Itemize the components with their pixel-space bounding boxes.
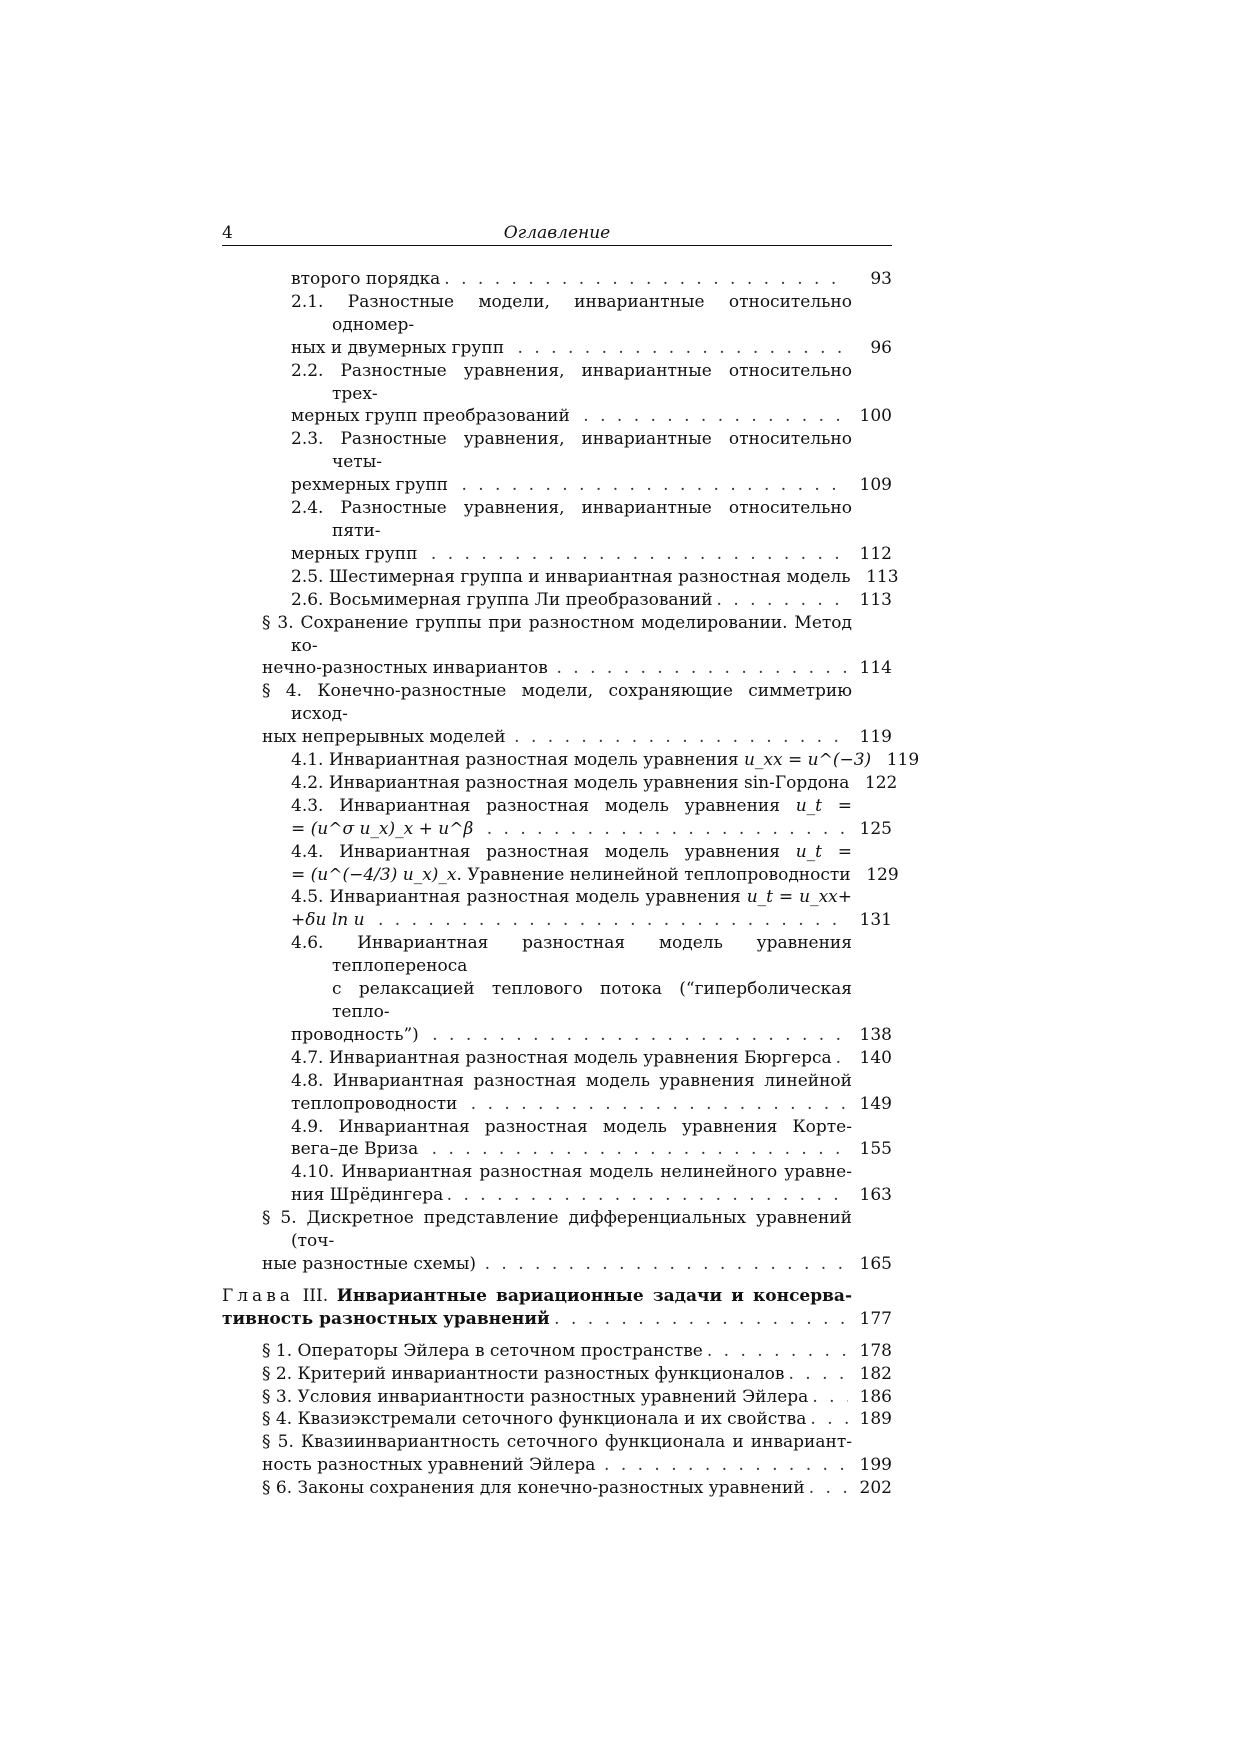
page-ref: 113 [859,589,892,610]
chapter-title: Инвариантные вариационные задачи и консерва- [336,1285,853,1306]
toc-entry[interactable]: 2.2. Разностные уравнения, инвариантные относительно трех- мерных групп преобразований . . . 100 [222,360,892,429]
page-ref: 93 [870,269,892,289]
toc-section-entry[interactable]: § 1. Операторы Эйлера в сеточном пространстве . . . 178 [222,1340,892,1363]
page-number: 4 [222,223,233,243]
toc-entry[interactable]: 2.5. Шестимерная группа и инвариантная разностная модель 113 [291,566,899,587]
page-ref: 114 [859,658,892,679]
toc-entry[interactable]: 4.9. Инвариантная разностная модель уравнения Корте- вега–де Вриза . . . 155 [222,1116,892,1162]
page-ref: 199 [859,1455,892,1476]
formula: = (u^(−4/3) u_x)_x [291,864,457,885]
page-header [222,223,892,246]
formula: u_t = u_xx+ [746,887,852,908]
toc-entry[interactable]: 4.5. Инвариантная разностная модель уравнения u_t = u_xx+ +δu ln u . . . 131 [222,886,892,932]
toc-section-entry[interactable]: § 3. Условия инвариантности разностных уравнений Эйлера . . . 186 [222,1386,892,1409]
toc-entry[interactable]: 2.6. Восьмимерная группа Ли преобразований . . . 113 [222,589,892,612]
page-ref: 178 [859,1340,892,1361]
page-ref: 149 [859,1093,892,1114]
toc-entry[interactable]: 4.1. Инвариантная разностная модель уравнения u_xx = u^(−3) 119 [291,750,920,771]
page-ref: 129 [866,864,899,885]
toc-entry[interactable]: 2.4. Разностные уравнения, инвариантные относительно пяти- мерных групп . . . 112 [222,497,892,566]
formula: u_xx = u^(−3) [743,750,872,771]
toc-entry[interactable]: 4.10. Инвариантная разностная модель нелинейного уравне- ния Шрёдингера . . . 163 [222,1161,892,1207]
page-ref: 131 [859,910,892,931]
toc-section-entry[interactable]: § 4. Конечно-разностные модели, сохраняющие симметрию исход- ных непрерывных моделей . . . 119 [222,680,892,749]
toc-entry[interactable]: 2.3. Разностные уравнения, инвариантные относительно четы- рехмерных групп . . . 109 [222,428,892,497]
chapter-prefix: Глава [222,1285,294,1306]
chapter-numeral: III. [302,1285,329,1306]
page-ref: 186 [859,1386,892,1407]
page-ref: 125 [859,818,892,839]
page-ref: 109 [859,475,892,496]
page-ref: 119 [886,750,920,771]
page-ref: 182 [859,1363,892,1384]
toc-entry[interactable]: второго порядка . . . 93 [222,268,892,291]
page-ref: 165 [859,1253,892,1274]
page-ref: 119 [859,727,892,748]
page-ref: 163 [859,1185,892,1206]
page-ref: 177 [859,1308,892,1329]
page-ref: 202 [859,1478,892,1499]
toc-entry[interactable]: 4.3. Инвариантная разностная модель уравнения u_t = = (u^σ u_x)_x + u^β . . . 125 [222,795,892,841]
running-title: Оглавление [503,223,611,243]
toc-section-entry[interactable]: § 2. Критерий инвариантности разностных функционалов . . . 182 [222,1363,892,1386]
toc-section-entry[interactable]: § 6. Законы сохранения для конечно-разностных уравнений . . . 202 [222,1477,892,1500]
page-ref: 113 [866,566,899,587]
toc-section-entry[interactable]: § 4. Квазиэкстремали сеточного функционала и их свойства . . . 189 [222,1408,892,1431]
toc-chapter-entry[interactable] [222,1285,892,1331]
toc-entry[interactable]: 4.7. Инвариантная разностная модель уравнения Бюргерса . . . 140 [222,1047,892,1070]
page-ref: 96 [870,337,892,358]
formula: = (u^σ u_x)_x + u^β [291,818,474,839]
page-ref: 140 [859,1047,892,1068]
page-ref: 122 [864,772,898,793]
formula: u_t = [795,795,853,816]
toc-section-entry[interactable]: § 5. Дискретное представление дифференциальных уравнений (точ- ные разностные схемы) . . . 165 [222,1207,892,1276]
toc-section-entry[interactable]: § 3. Сохранение группы при разностном моделировании. Метод ко- нечно-разностных инвариантов . . . 114 [222,612,892,681]
chapter-title-cont: тивность разностных уравнений [222,1308,550,1329]
toc-entry[interactable]: 4.8. Инвариантная разностная модель уравнения линейной теплопроводности . . . 149 [222,1070,892,1116]
toc-entry[interactable]: 4.6. Инвариантная разностная модель уравнения теплопереноса с релаксацией теплового потока (“гиперболическая тепло- проводность”) . . . 138 [222,932,892,1047]
formula: u_t = [795,841,853,862]
toc-entry[interactable]: 2.1. Разностные модели, инвариантные относительно одномер- ных и двумерных групп . . . 96 [222,291,892,360]
formula: +δu ln u [291,910,365,931]
page-ref: 112 [859,543,892,564]
page-ref: 138 [859,1024,892,1045]
page-ref: 100 [859,406,892,427]
table-of-contents [222,268,920,1500]
toc-section-entry[interactable]: § 5. Квазиинвариантность сеточного функционала и инвариант- ность разностных уравнений Эйлера . . . 199 [222,1431,892,1477]
page-ref: 155 [859,1139,892,1160]
toc-entry[interactable]: 4.2. Инвариантная разностная модель уравнения sin-Гордона 122 [291,772,898,793]
page-ref: 189 [859,1409,892,1430]
toc-entry[interactable]: 4.4. Инвариантная разностная модель уравнения u_t = = (u^(−4/3) u_x)_x. Уравнение нелинейной теплопроводности 129 [291,841,899,885]
